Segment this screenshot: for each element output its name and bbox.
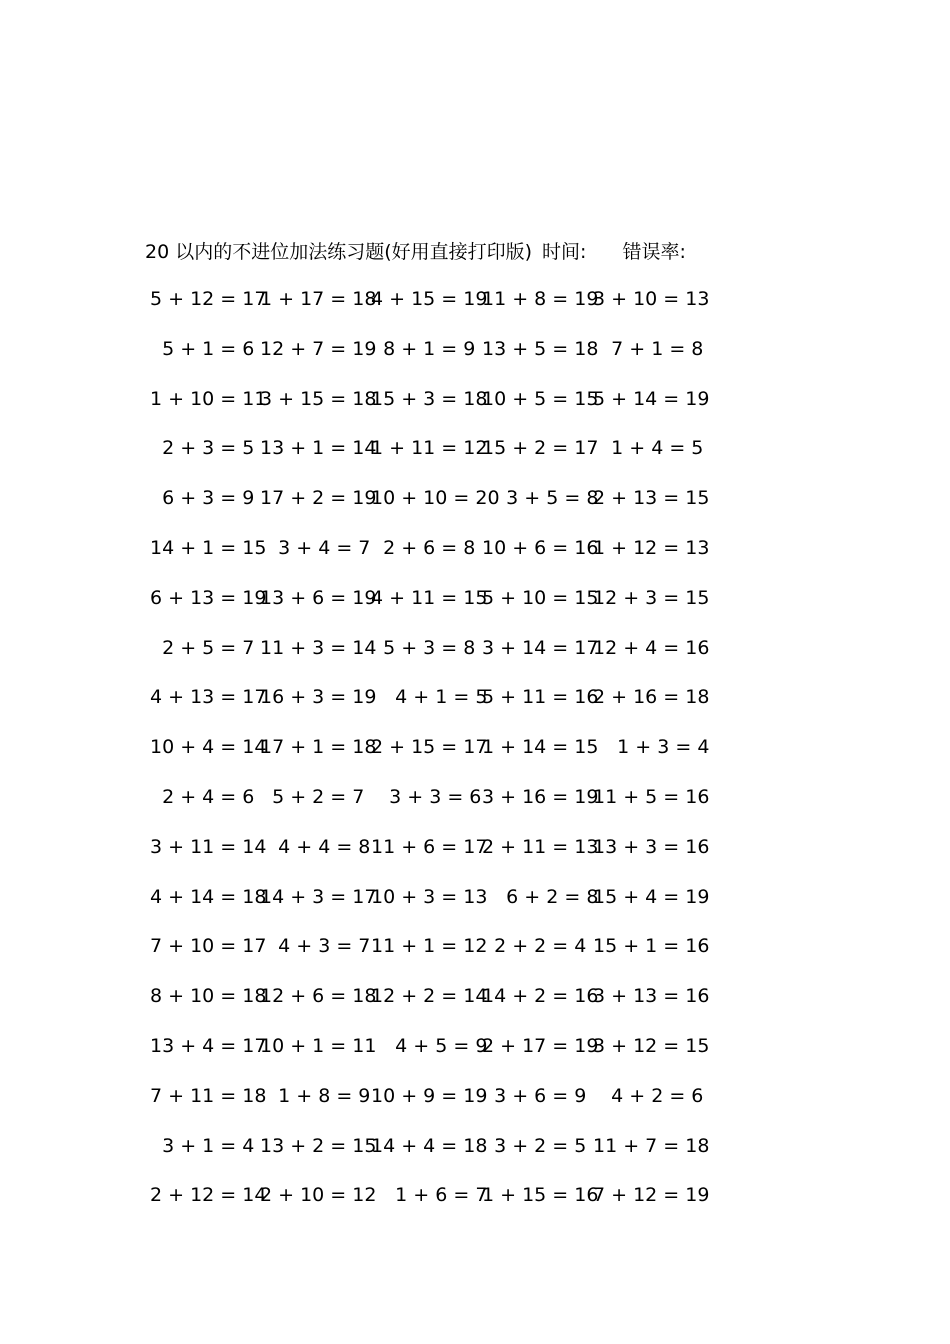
addition-problem: 3 + 4 = 7 [260, 536, 371, 559]
addition-problem: 14 + 3 = 17 [260, 885, 377, 908]
addition-problem: 15 + 4 = 19 [593, 885, 710, 908]
addition-problem: 4 + 5 = 9 [371, 1034, 488, 1057]
addition-problem: 1 + 6 = 7 [371, 1184, 488, 1207]
time-label: 时间: [542, 240, 587, 263]
problem-row [145, 533, 710, 583]
addition-problem: 4 + 11 = 15 [371, 586, 488, 609]
addition-problem: 4 + 13 = 17 [150, 686, 267, 709]
addition-problem: 7 + 1 = 8 [593, 337, 704, 360]
addition-problem: 3 + 13 = 16 [593, 985, 710, 1008]
addition-problem: 10 + 10 = 20 [371, 487, 500, 510]
problem-grid [145, 284, 710, 1230]
problem-row [145, 682, 710, 732]
addition-problem: 3 + 15 = 18 [260, 387, 377, 410]
addition-problem: 6 + 2 = 8 [482, 885, 599, 908]
addition-problem: 17 + 1 = 18 [260, 736, 377, 759]
addition-problem: 11 + 3 = 14 [260, 636, 377, 659]
addition-problem: 1 + 15 = 16 [482, 1184, 599, 1207]
addition-problem: 2 + 11 = 13 [482, 835, 599, 858]
addition-problem: 15 + 1 = 16 [593, 935, 710, 958]
addition-problem: 3 + 1 = 4 [150, 1134, 255, 1157]
addition-problem: 3 + 6 = 9 [482, 1084, 587, 1107]
addition-problem: 13 + 1 = 14 [260, 437, 377, 460]
addition-problem: 12 + 7 = 19 [260, 337, 377, 360]
problem-row [145, 384, 710, 434]
addition-problem: 12 + 4 = 16 [593, 636, 710, 659]
addition-problem: 2 + 15 = 17 [371, 736, 488, 759]
addition-problem: 5 + 12 = 17 [150, 288, 267, 310]
addition-problem: 1 + 12 = 13 [593, 536, 710, 559]
addition-problem: 1 + 8 = 9 [260, 1084, 371, 1107]
addition-problem: 3 + 5 = 8 [482, 487, 599, 510]
addition-problem: 5 + 11 = 16 [482, 686, 599, 709]
addition-problem: 1 + 17 = 18 [260, 288, 377, 310]
addition-problem: 2 + 2 = 4 [482, 935, 587, 958]
addition-problem: 11 + 7 = 18 [593, 1134, 710, 1157]
addition-problem: 2 + 5 = 7 [150, 636, 255, 659]
addition-problem: 1 + 14 = 15 [482, 736, 599, 759]
addition-problem: 1 + 3 = 4 [593, 736, 710, 759]
problem-row [145, 1180, 710, 1230]
addition-problem: 17 + 2 = 19 [260, 487, 377, 510]
addition-problem: 10 + 9 = 19 [371, 1084, 488, 1107]
addition-problem: 3 + 10 = 13 [593, 288, 710, 310]
addition-problem: 10 + 1 = 11 [260, 1034, 377, 1057]
addition-problem: 5 + 3 = 8 [371, 636, 476, 659]
addition-problem: 12 + 2 = 14 [371, 985, 488, 1008]
addition-problem: 2 + 3 = 5 [150, 437, 255, 460]
addition-problem: 15 + 3 = 18 [371, 387, 488, 410]
addition-problem: 4 + 1 = 5 [371, 686, 488, 709]
error-rate-label: 错误率: [622, 240, 686, 263]
addition-problem: 5 + 2 = 7 [260, 785, 365, 808]
addition-problem: 10 + 6 = 16 [482, 536, 599, 559]
problem-row [145, 882, 710, 932]
addition-problem: 4 + 4 = 8 [260, 835, 371, 858]
addition-problem: 8 + 10 = 18 [150, 985, 267, 1008]
addition-problem: 3 + 2 = 5 [482, 1134, 587, 1157]
addition-problem: 2 + 6 = 8 [371, 536, 476, 559]
problem-row [145, 931, 710, 981]
addition-problem: 1 + 4 = 5 [593, 437, 704, 460]
addition-problem: 13 + 6 = 19 [260, 586, 377, 609]
addition-problem: 2 + 13 = 15 [593, 487, 710, 510]
page-title: 20 以内的不进位加法练习题(好用直接打印版) [145, 240, 533, 263]
problem-row [145, 981, 710, 1031]
addition-problem: 2 + 4 = 6 [150, 785, 255, 808]
addition-problem: 3 + 12 = 15 [593, 1034, 710, 1057]
header-line [145, 236, 686, 264]
problem-row [145, 334, 705, 384]
addition-problem: 4 + 3 = 7 [260, 935, 371, 958]
problem-row [145, 732, 710, 782]
addition-problem: 13 + 3 = 16 [593, 835, 710, 858]
problem-row [145, 633, 710, 683]
addition-problem: 5 + 1 = 6 [150, 337, 255, 360]
problem-row [145, 832, 710, 882]
addition-problem: 14 + 2 = 16 [482, 985, 599, 1008]
addition-problem: 11 + 5 = 16 [593, 785, 710, 808]
addition-problem: 7 + 11 = 18 [150, 1084, 267, 1107]
problem-row [145, 782, 710, 832]
problem-row [145, 1081, 705, 1131]
addition-problem: 10 + 5 = 15 [482, 387, 599, 410]
addition-problem: 12 + 6 = 18 [260, 985, 377, 1008]
problem-row [145, 583, 710, 633]
problem-row [145, 1131, 710, 1181]
addition-problem: 2 + 16 = 18 [593, 686, 710, 709]
addition-problem: 3 + 11 = 14 [150, 835, 267, 858]
addition-problem: 8 + 1 = 9 [371, 337, 476, 360]
addition-problem: 7 + 12 = 19 [593, 1184, 710, 1207]
addition-problem: 1 + 11 = 12 [371, 437, 488, 460]
addition-problem: 10 + 3 = 13 [371, 885, 488, 908]
addition-problem: 13 + 4 = 17 [150, 1034, 267, 1057]
problem-row [145, 483, 710, 533]
addition-problem: 3 + 3 = 6 [371, 785, 482, 808]
addition-problem: 12 + 3 = 15 [593, 586, 710, 609]
addition-problem: 14 + 4 = 18 [371, 1134, 488, 1157]
addition-problem: 2 + 17 = 19 [482, 1034, 599, 1057]
addition-problem: 1 + 10 = 11 [150, 387, 267, 410]
addition-problem: 5 + 14 = 19 [593, 387, 710, 410]
addition-problem: 6 + 13 = 19 [150, 586, 267, 609]
addition-problem: 13 + 5 = 18 [482, 337, 599, 360]
addition-problem: 2 + 12 = 14 [150, 1184, 267, 1207]
addition-problem: 11 + 6 = 17 [371, 835, 488, 858]
addition-problem: 10 + 4 = 14 [150, 736, 267, 759]
addition-problem: 5 + 10 = 15 [482, 586, 599, 609]
addition-problem: 6 + 3 = 9 [150, 487, 255, 510]
addition-problem: 11 + 8 = 19 [482, 288, 599, 310]
addition-problem: 4 + 2 = 6 [593, 1084, 704, 1107]
addition-problem: 7 + 10 = 17 [150, 935, 267, 958]
addition-problem: 4 + 15 = 19 [371, 288, 488, 310]
addition-problem: 13 + 2 = 15 [260, 1134, 377, 1157]
problem-row [145, 284, 710, 334]
addition-problem: 3 + 16 = 19 [482, 785, 599, 808]
addition-problem: 16 + 3 = 19 [260, 686, 377, 709]
problem-row [145, 433, 705, 483]
addition-problem: 14 + 1 = 15 [150, 536, 267, 559]
addition-problem: 2 + 10 = 12 [260, 1184, 377, 1207]
addition-problem: 3 + 14 = 17 [482, 636, 599, 659]
addition-problem: 11 + 1 = 12 [371, 935, 488, 958]
addition-problem: 4 + 14 = 18 [150, 885, 267, 908]
problem-row [145, 1031, 710, 1081]
addition-problem: 15 + 2 = 17 [482, 437, 599, 460]
